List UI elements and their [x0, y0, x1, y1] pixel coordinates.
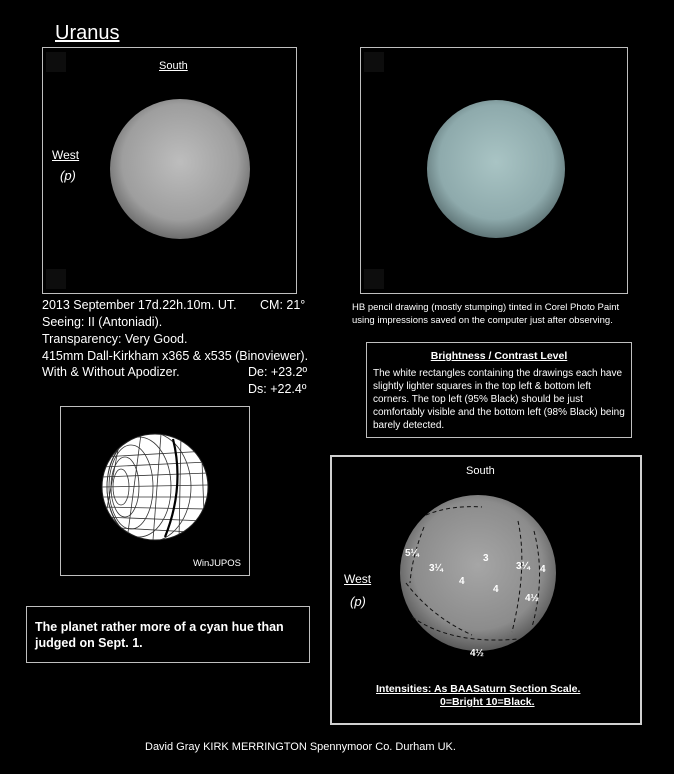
- intensity-label: 4: [540, 564, 546, 575]
- intensity-south-label: South: [466, 465, 495, 477]
- drawing-panel-cyan: [360, 47, 628, 294]
- drawing-caption-2: using impressions saved on the computer just after observing.: [352, 315, 613, 326]
- observation-date: 2013 September 17d.22h.10m. UT.: [42, 298, 237, 312]
- uranus-grid-globe: [61, 407, 249, 575]
- brightness-note-box: [366, 342, 632, 438]
- seeing: Seeing: II (Antoniadi).: [42, 315, 163, 329]
- drawing-panel-grey: [42, 47, 297, 294]
- intensity-scale-line2: 0=Bright 10=Black.: [440, 696, 535, 708]
- telescope: 415mm Dall-Kirkham x365 & x535 (Binoviewer).: [42, 349, 309, 363]
- transparency: Transparency: Very Good.: [42, 332, 188, 346]
- intensity-panel: [330, 455, 642, 725]
- intensity-scale-line1: Intensities: As BAASaturn Section Scale.: [376, 683, 581, 695]
- intensity-preceding-label: (p): [350, 594, 366, 609]
- hue-note: The planet rather more of a cyan hue than judged on Sept. 1.: [35, 620, 284, 650]
- central-meridian: CM: 21°: [260, 298, 306, 312]
- declination-sun: Ds: +22.4º: [248, 382, 307, 396]
- hue-note-box: [26, 606, 310, 663]
- intensity-label: 4: [493, 584, 499, 595]
- intensity-label: 5¼: [405, 548, 419, 559]
- uranus-grey-drawing: [43, 48, 296, 293]
- apodizer: With & Without Apodizer.: [42, 365, 180, 379]
- intensity-label: 3¼: [516, 561, 530, 572]
- drawing-caption-1: HB pencil drawing (mostly stumping) tinted in Corel Photo Paint: [352, 302, 620, 313]
- brightness-body: The white rectangles containing the drawings each have slightly lighter squares in the top left & bottom left corners. The top left (95% Black) should be just comfortably visible and the bottom left (98% Black) being barely detected.: [373, 368, 625, 431]
- intensity-label: 4½: [470, 648, 484, 659]
- declination-earth: De: +23.2º: [248, 365, 308, 379]
- intensity-label: 3: [483, 553, 489, 564]
- winjupos-panel: [60, 406, 250, 576]
- intensity-west-label: West: [344, 572, 372, 586]
- winjupos-label: WinJUPOS: [192, 558, 241, 569]
- page-title: Uranus: [55, 22, 120, 44]
- intensity-label: 4: [459, 576, 465, 587]
- uranus-cyan-drawing: [361, 48, 627, 293]
- intensity-label: 3¼: [429, 563, 443, 574]
- credit-line: David Gray KIRK MERRINGTON Spennymoor Co. Durham UK.: [145, 741, 456, 753]
- brightness-heading: Brightness / Contrast Level: [430, 350, 568, 362]
- preceding-label: (p): [60, 168, 76, 183]
- intensity-label: 4½: [525, 593, 539, 604]
- west-label: West: [52, 148, 80, 162]
- south-label: South: [159, 60, 188, 72]
